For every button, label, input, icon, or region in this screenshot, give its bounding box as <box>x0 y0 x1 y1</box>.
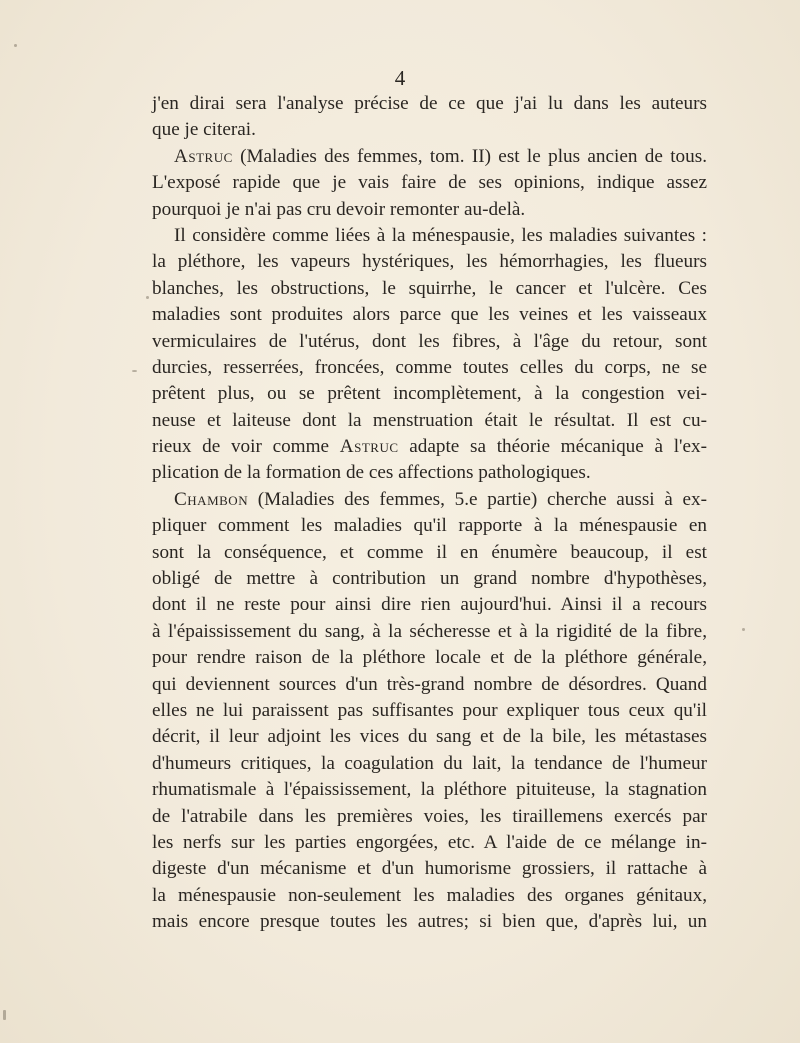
line-text: (Maladies des femmes, tom. II) est le plus ancien de tous. <box>232 145 707 167</box>
line-text: digeste d'un mécanisme et d'un humorisme grossiers, il rattache à <box>152 858 707 880</box>
text-line <box>152 777 707 803</box>
text-line <box>152 302 707 328</box>
line-text: mais encore presque toutes les autres; si bien que, d'après lui, un <box>152 911 707 933</box>
text-line <box>152 487 707 513</box>
page-number: 4 <box>394 66 406 90</box>
text-line <box>152 329 707 355</box>
line-text: Il considère comme liées à la ménespausie, les maladies suivantes : <box>174 224 707 246</box>
line-text: pour rendre raison de la pléthore locale et de la pléthore générale, <box>152 647 707 669</box>
text-line <box>152 513 707 539</box>
text-line <box>152 856 707 882</box>
line-text: maladies sont produites alors parce que les veines et les vaisseaux <box>152 304 707 326</box>
text-line <box>152 117 707 143</box>
line-text: L'exposé rapide que je vais faire de ses opinions, indique assez <box>152 172 707 194</box>
author-name-astruc: Astruc <box>339 436 399 458</box>
text-line <box>152 724 707 750</box>
paper-speck <box>14 44 17 47</box>
text-line <box>152 170 707 196</box>
text-line <box>152 408 707 434</box>
line-text: d'humeurs critiques, la coagulation du lait, la tendance de l'humeur <box>152 752 707 774</box>
text-line <box>152 830 707 856</box>
text-line <box>152 592 707 618</box>
line-text: les nerfs sur les parties engorgées, etc. A l'aide de ce mélange in- <box>152 831 707 853</box>
body-text <box>152 91 707 936</box>
line-text: plication de la formation de ces affections pathologiques. <box>152 462 591 484</box>
text-line <box>152 619 707 645</box>
text-line <box>152 540 707 566</box>
text-line <box>152 434 707 460</box>
paper-speck <box>3 1010 6 1020</box>
line-text: blanches, les obstructions, le squirrhe, le cancer et l'ulcère. Ces <box>152 277 707 299</box>
text-line <box>152 460 707 486</box>
line-text: durcies, resserrées, froncées, comme toutes celles du corps, ne se <box>152 356 707 378</box>
line-text: sont la conséquence, et comme il en énumère beaucoup, il est <box>152 541 707 563</box>
line-text: la pléthore, les vapeurs hystériques, les hémorrhagies, les flueurs <box>152 251 707 273</box>
author-name-chambon: Chambon <box>174 488 249 510</box>
paper-speck <box>146 296 149 299</box>
text-line <box>152 672 707 698</box>
text-line <box>152 909 707 935</box>
text-line <box>152 197 707 223</box>
line-text: à l'épaississement du sang, à la sécheresse et à la rigidité de la fibre, <box>152 620 707 642</box>
text-line <box>152 144 707 170</box>
text-line <box>152 804 707 830</box>
line-text: j'en dirai sera l'analyse précise de ce que j'ai lu dans les auteurs <box>152 93 707 114</box>
line-text: que je citerai. <box>152 119 256 141</box>
line-text: pourquoi je n'ai pas cru devoir remonter au-delà. <box>152 198 526 220</box>
line-text: adapte sa théorie mécanique à l'ex- <box>398 436 707 458</box>
paper-speck <box>132 370 137 372</box>
text-line <box>152 223 707 249</box>
line-text: décrit, il leur adjoint les vices du sang et de la bile, les métastases <box>152 726 707 748</box>
line-text: qui deviennent sources d'un très-grand nombre de désordres. Quand <box>152 673 707 695</box>
text-line <box>152 381 707 407</box>
text-line <box>152 883 707 909</box>
text-line <box>152 645 707 671</box>
line-text: prêtent plus, ou se prêtent incomplètement, à la congestion vei- <box>152 383 707 405</box>
text-line <box>152 566 707 592</box>
line-text: elles ne lui paraissent pas suffisantes pour expliquer tous ceux qu'il <box>152 699 707 721</box>
line-text: (Maladies des femmes, 5.e partie) cherche aussi à ex- <box>248 488 707 510</box>
line-text: pliquer comment les maladies qu'il rapporte à la ménespausie en <box>152 515 707 537</box>
line-text: neuse et laiteuse dont la menstruation était le résultat. Il est cu- <box>152 409 707 431</box>
text-line <box>152 698 707 724</box>
text-line <box>152 355 707 381</box>
author-name-astruc: Astruc <box>174 145 233 167</box>
line-text: rhumatismale à l'épaississement, la pléthore pituiteuse, la stagnation <box>152 779 707 801</box>
line-text: de l'atrabile dans les premières voies, les tiraillemens exercés par <box>152 805 707 827</box>
line-text: rieux de voir comme <box>152 436 340 458</box>
text-line <box>152 276 707 302</box>
text-line <box>152 91 707 117</box>
line-text: dont il ne reste pour ainsi dire rien aujourd'hui. Ainsi il a recours <box>152 594 707 616</box>
line-text: vermiculaires de l'utérus, dont les fibres, à l'âge du retour, sont <box>152 330 707 352</box>
text-line <box>152 249 707 275</box>
paper-speck <box>742 628 745 631</box>
line-text: la ménespausie non-seulement les maladies des organes génitaux, <box>152 884 707 906</box>
line-text: obligé de mettre à contribution un grand nombre d'hypothèses, <box>152 568 707 590</box>
text-line <box>152 751 707 777</box>
